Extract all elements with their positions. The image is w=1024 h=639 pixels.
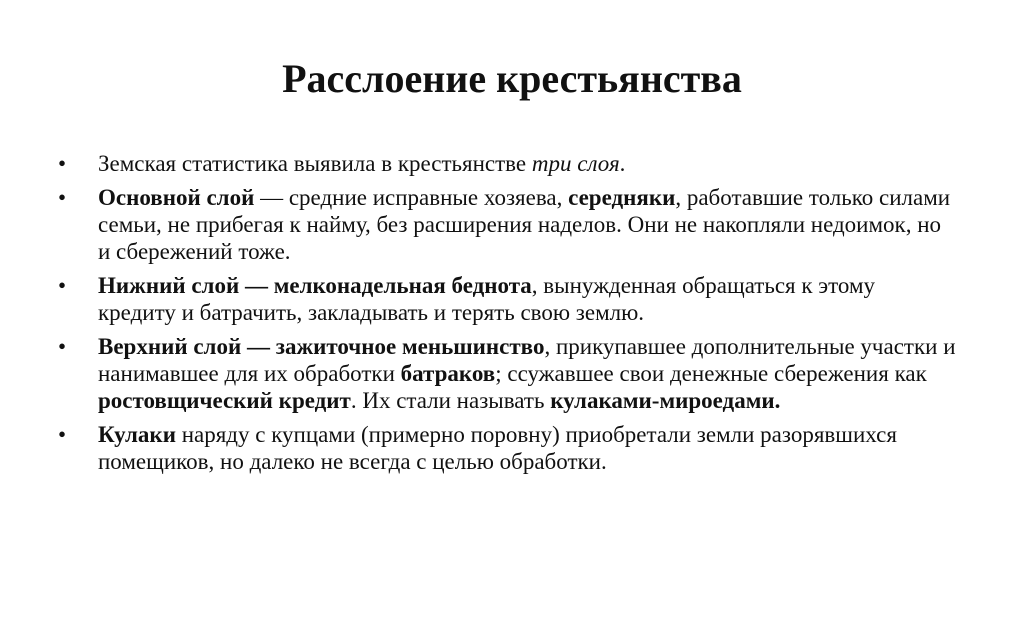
text-segment: ; ссужавшее свои денежные сбережения как	[495, 361, 927, 386]
text-segment: кулаками-мироедами.	[550, 388, 781, 413]
bullet-marker: •	[58, 334, 67, 359]
text-segment: .	[619, 151, 626, 176]
bullet-item	[58, 421, 958, 475]
bullet-item	[58, 333, 958, 414]
bullet-item	[58, 272, 958, 326]
bullet-marker: •	[58, 422, 67, 447]
text-segment: , вынужденная обращаться к этому кредиту и батрачить, закладывать и терять свою землю.	[98, 273, 876, 325]
text-segment: — средние исправные хозяева,	[254, 185, 569, 210]
bullet-text	[98, 185, 950, 264]
text-segment: ростовщический кредит	[98, 388, 351, 413]
text-segment: Нижний слой — мелконадельная беднота	[98, 273, 532, 298]
text-segment: три слоя	[531, 151, 620, 176]
bullet-text	[98, 273, 875, 325]
text-segment: наряду с купцами (примерно поровну) приобретали земли разорявшихся помещиков, но далеко не всегда с целью обработки.	[98, 422, 897, 474]
text-segment: Земская статистика выявила в крестьянстве	[98, 151, 532, 176]
text-segment: батраков	[400, 361, 496, 386]
text-segment: . Их стали называть	[350, 388, 551, 413]
text-segment: Кулаки	[98, 422, 176, 447]
text-segment: Верхний слой — зажиточное меньшинство	[98, 334, 545, 359]
bullet-item	[58, 184, 958, 265]
bullet-text	[98, 334, 956, 413]
text-segment: , прикупавшее дополнительные участки и нанимавшее для их обработки	[98, 334, 956, 386]
bullet-marker: •	[58, 273, 67, 298]
slide-title: Расслоение крестьянства	[282, 56, 742, 101]
bullet-text	[98, 422, 897, 474]
text-segment: середняки	[568, 185, 676, 210]
bullet-marker: •	[58, 151, 67, 176]
bullet-list	[58, 150, 958, 482]
bullet-marker: •	[58, 185, 67, 210]
text-segment: Основной слой	[98, 185, 255, 210]
text-segment: , работавшие только силами семьи, не прибегая к найму, без расширения наделов. Они не накопляли недоимок, но и сбережений тоже.	[98, 185, 951, 264]
bullet-item	[58, 150, 958, 177]
bullet-text	[98, 151, 625, 176]
